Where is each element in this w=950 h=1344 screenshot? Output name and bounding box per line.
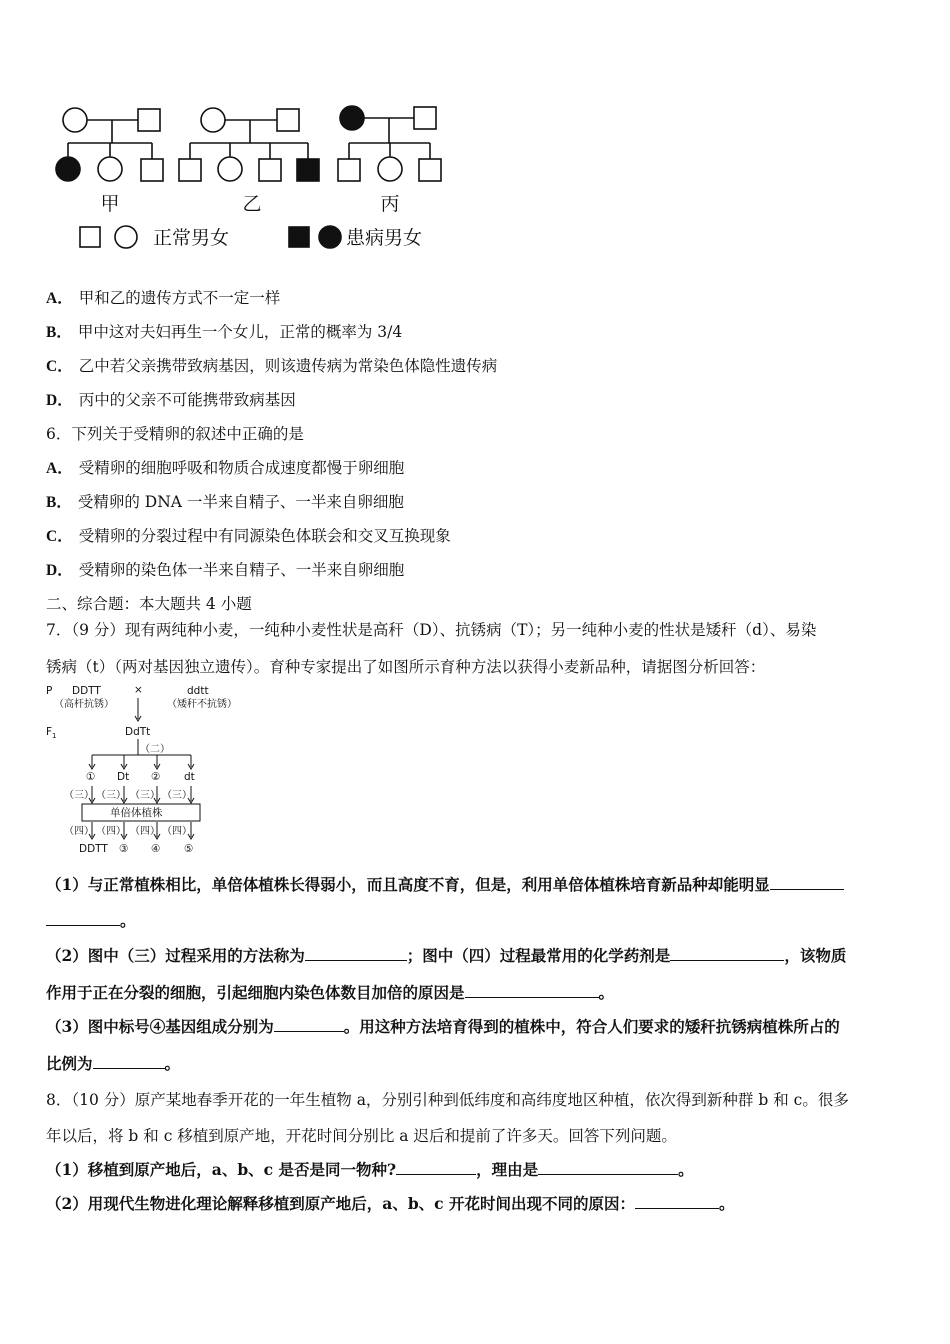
answer-blank[interactable] bbox=[396, 1160, 476, 1175]
gamete-dt-lower: dt bbox=[184, 771, 195, 783]
step-3-label: （三） bbox=[96, 790, 126, 801]
step-3-label: （三） bbox=[162, 790, 192, 801]
son-affected-symbol bbox=[297, 159, 319, 181]
son-normal-symbol bbox=[259, 159, 281, 181]
answer-blank[interactable] bbox=[635, 1194, 719, 1209]
step-4-label: （四） bbox=[64, 826, 94, 837]
q5-option-c: C． 乙中若父亲携带致病基因，则该遗传病为常染色体隐性遗传病 bbox=[46, 357, 498, 375]
answer-blank[interactable] bbox=[670, 946, 784, 961]
breeding-diagram bbox=[44, 683, 264, 859]
mother-normal-symbol bbox=[201, 108, 225, 132]
q8-sub2: （2）用现代生物进化理论解释移植到原产地后，a、b、c 开花时间出现不同的原因： 。 bbox=[46, 1194, 735, 1213]
mother-affected-symbol bbox=[340, 106, 364, 130]
son-normal-symbol bbox=[141, 159, 163, 181]
q5-option-d: D． 丙中的父亲不可能携带致病基因 bbox=[46, 391, 296, 409]
q6-option-c: C． 受精卵的分裂过程中有同源染色体联会和交叉互换现象 bbox=[46, 527, 451, 545]
q6-option-d: D． 受精卵的染色体一半来自精子、一半来自卵细胞 bbox=[46, 561, 405, 579]
gamete-1: ① bbox=[86, 771, 96, 783]
q6-option-a: A． 受精卵的细胞呼吸和物质合成速度都慢于卵细胞 bbox=[46, 459, 405, 477]
answer-blank[interactable] bbox=[46, 911, 120, 926]
daughter-affected-symbol bbox=[56, 157, 80, 181]
mother-normal-symbol bbox=[63, 108, 87, 132]
haploid-box-label: 单倍体植株 bbox=[110, 807, 163, 819]
legend-normal-male-icon bbox=[80, 227, 100, 247]
legend-affected-male-icon bbox=[289, 227, 309, 247]
family-label-bing: 丙 bbox=[380, 193, 400, 215]
q7-sub1-line1: （1）与正常植株相比，单倍体植株长得弱小，而且高度不育，但是，利用单倍体植株培育新品种却能明显 bbox=[46, 873, 844, 895]
father-normal-symbol bbox=[414, 107, 436, 129]
family-label-yi: 乙 bbox=[242, 193, 262, 215]
answer-blank[interactable] bbox=[538, 1160, 678, 1175]
answer-blank[interactable] bbox=[465, 983, 599, 998]
q7-stem-line1: 7．（9 分）现有两纯种小麦，一纯种小麦性状是高秆（D）、抗锈病（T）；另一纯种小麦的性状是矮秆（d）、易染 bbox=[46, 621, 817, 639]
q7-sub1-line2: 。 bbox=[46, 909, 136, 931]
answer-blank[interactable] bbox=[770, 875, 844, 890]
legend-affected-label: 患病男女 bbox=[346, 227, 423, 249]
son-normal-symbol bbox=[179, 159, 201, 181]
final-ddtt: DDTT bbox=[79, 843, 108, 855]
step-4-label: （四） bbox=[130, 826, 160, 837]
pedigree-family-yi bbox=[179, 108, 319, 181]
step-4-label: （四） bbox=[162, 826, 192, 837]
pedigree-family-jia bbox=[56, 108, 163, 181]
q5-option-b: B． 甲中这对夫妇再生一个女儿，正常的概率为 3/4 bbox=[46, 323, 403, 341]
p2-description: （矮秆不抗锈） bbox=[167, 699, 237, 710]
father-normal-symbol bbox=[277, 109, 299, 131]
q7-sub2-line1: （2）图中（三）过程采用的方法称为 ；图中（四）过程最常用的化学药剂是 ，该物质 bbox=[46, 946, 847, 965]
q8-stem-line2: 年以后，将 b 和 c 移植到原产地，开花时间分别比 a 迟后和提前了许多天。回答下列问题。 bbox=[46, 1127, 677, 1145]
step-3-label: （三） bbox=[130, 790, 160, 801]
q7-sub2-line2: 作用于正在分裂的细胞，引起细胞内染色体数目加倍的原因是 。 bbox=[46, 983, 615, 1002]
final-3: ③ bbox=[119, 843, 129, 855]
q7-sub3-line1: （3）图中标号④基因组成分别为 。用这种方法培育得到的植株中，符合人们要求的矮秆抗锈病植株所占的 bbox=[46, 1017, 840, 1036]
daughter-normal-symbol bbox=[378, 157, 402, 181]
q6-option-b: B． 受精卵的 DNA 一半来自精子、一半来自卵细胞 bbox=[46, 493, 404, 511]
step-2-label: （二） bbox=[140, 744, 170, 755]
q5-option-a: A． 甲和乙的遗传方式不一定一样 bbox=[46, 289, 281, 307]
f1-genotype: DdTt bbox=[125, 726, 151, 738]
final-4: ④ bbox=[151, 843, 161, 855]
q7-stem-line2: 锈病（t）（两对基因独立遗传）。育种专家提出了如图所示育种方法以获得小麦新品种，请据图分析回答： bbox=[46, 658, 766, 676]
father-normal-symbol bbox=[138, 109, 160, 131]
pedigree-figure bbox=[40, 95, 460, 260]
q8-stem-line1: 8．（10 分）原产某地春季开花的一年生植物 a，分别引种到低纬度和高纬度地区种植，依次得到新种群 b 和 c。很多 bbox=[46, 1091, 849, 1109]
step-4-label: （四） bbox=[96, 826, 126, 837]
section-heading: 二、综合题：本大题共 4 小题 bbox=[46, 595, 252, 613]
answer-blank[interactable] bbox=[93, 1054, 165, 1069]
p1-description: （高杆抗锈） bbox=[54, 699, 114, 710]
final-5: ⑤ bbox=[184, 843, 194, 855]
q8-sub1: （1）移植到原产地后，a、b、c 是否是同一物种? ，理由是 。 bbox=[46, 1160, 694, 1179]
family-label-jia: 甲 bbox=[100, 193, 120, 215]
pedigree-family-bing bbox=[338, 106, 441, 181]
legend-normal-female-icon bbox=[115, 226, 137, 248]
q7-sub3-line2: 比例为 。 bbox=[46, 1054, 181, 1073]
gamete-dt-upper: Dt bbox=[117, 771, 130, 783]
p2-genotype: ddtt bbox=[187, 685, 209, 697]
step-3-label: （三） bbox=[64, 790, 94, 801]
f1-label: $F_1$ bbox=[46, 726, 57, 740]
p-label: P bbox=[46, 685, 53, 697]
legend-affected-female-icon bbox=[319, 226, 341, 248]
answer-blank[interactable] bbox=[305, 946, 407, 961]
answer-blank[interactable] bbox=[274, 1017, 344, 1032]
q6-stem: 6．下列关于受精卵的叙述中正确的是 bbox=[46, 425, 304, 443]
daughter-normal-symbol bbox=[98, 157, 122, 181]
p1-genotype: DDTT bbox=[72, 685, 101, 697]
gamete-2: ② bbox=[151, 771, 161, 783]
son-normal-symbol bbox=[419, 159, 441, 181]
daughter-normal-symbol bbox=[218, 157, 242, 181]
legend-normal-label: 正常男女 bbox=[153, 227, 230, 249]
cross-symbol: × bbox=[134, 684, 143, 696]
son-normal-symbol bbox=[338, 159, 360, 181]
